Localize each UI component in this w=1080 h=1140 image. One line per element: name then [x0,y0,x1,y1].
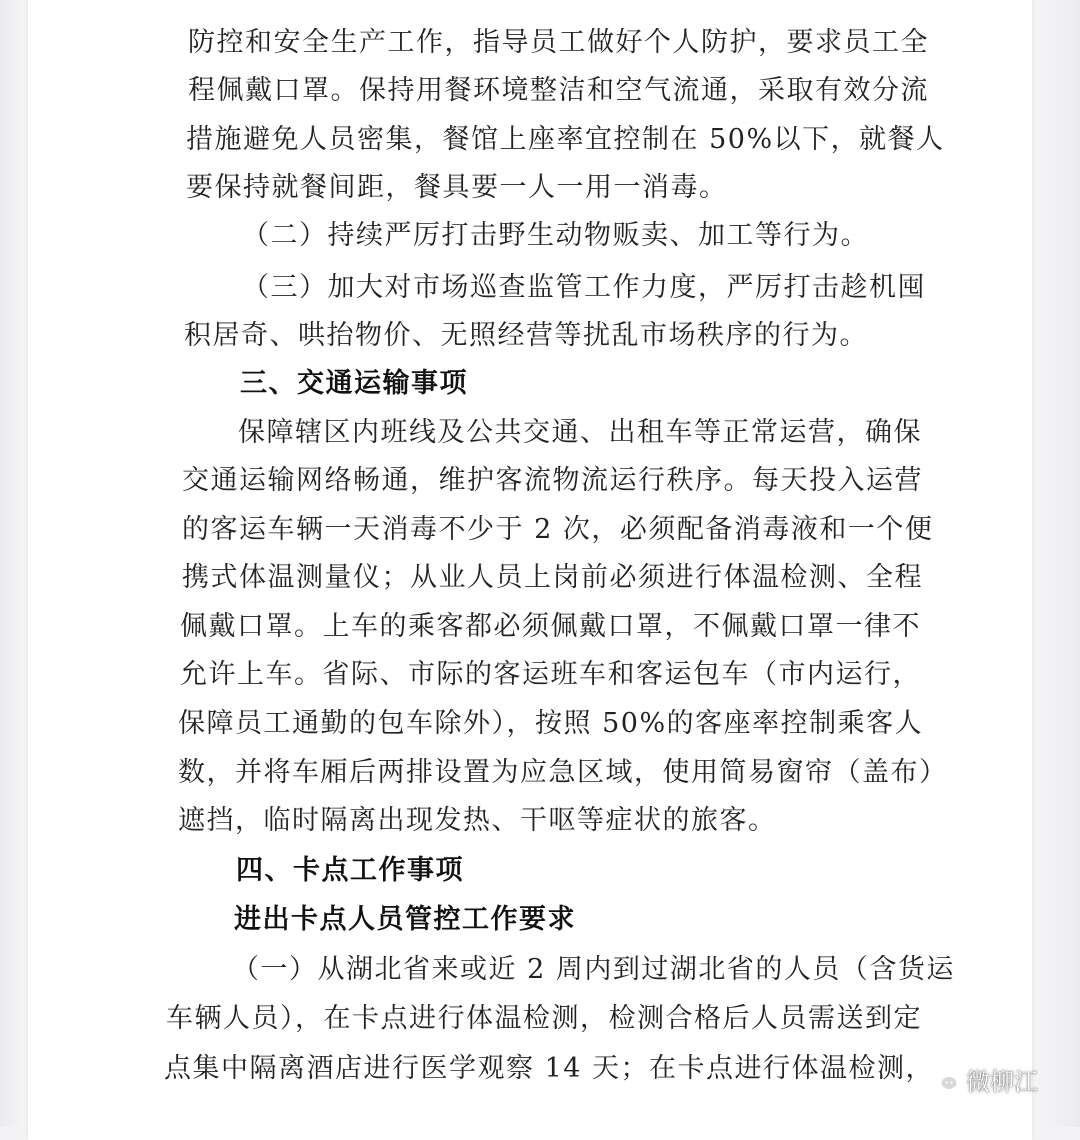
watermark [930,1062,1038,1097]
text-line: 携式体温测量仪；从业人员上岗前必须进行体温检测、全程 [182,562,923,593]
text-line: 保障辖区内班线及公共交通、出租车等正常运营，确保 [238,417,922,448]
right-margin-shade [1032,0,1080,1127]
text-line: 程佩戴口罩。保持用餐环境整洁和空气流通，采取有效分流 [188,75,929,106]
watermark-text: 微柳江 [966,1068,1038,1096]
left-margin-shade [0,0,28,1127]
text-line: （一）从湖北省来或近 2 周内到过湖北省的人员（含货运 [232,954,955,985]
text-line: 的客运车辆一天消毒不少于 2 次，必须配备消毒液和一个便 [182,514,934,545]
text-line: 车辆人员），在卡点进行体温检测，检测合格后人员需送到定 [166,1003,922,1034]
text-line: 积居奇、哄抬物价、无照经营等扰乱市场秩序的行为。 [184,320,868,351]
text-line: 数，并将车厢后两排设置为应急区域，使用简易窗帘（盖布） [178,757,948,788]
text-line: （二）持续严厉打击野生动物贩卖、加工等行为。 [242,220,869,251]
section-heading: 三、交通运输事项 [240,368,468,399]
text-line: 遮挡，临时隔离出现发热、干呕等症状的旅客。 [178,805,777,836]
text-line: 允许上车。省际、市际的客运班车和客运包车（市内运行， [180,659,921,690]
wechat-icon [930,1067,960,1093]
text-line: 佩戴口罩。上车的乘客都必须佩戴口罩，不佩戴口罩一律不 [180,611,921,642]
text-line: 交通运输网络畅通，维护客流物流运行秩序。每天投入运营 [182,465,923,496]
text-line: 防控和安全生产工作，指导员工做好个人防护，要求员工全 [188,27,929,58]
document-page [28,0,1032,1140]
subsection-heading: 进出卡点人员管控工作要求 [234,904,576,935]
section-heading: 四、卡点工作事项 [236,855,464,886]
text-line: 措施避免人员密集，餐馆上座率宜控制在 50%以下，就餐人 [186,124,945,155]
text-line: 要保持就餐间距，餐具要一人一用一消毒。 [186,172,728,203]
text-line: 点集中隔离酒店进行医学观察 14 天；在卡点进行体温检测， [164,1053,935,1084]
text-line: （三）加大对市场巡查监管工作力度，严厉打击趁机囤 [242,272,926,303]
text-line: 保障员工通勤的包车除外），按照 50%的客座率控制乘客人 [178,708,924,739]
